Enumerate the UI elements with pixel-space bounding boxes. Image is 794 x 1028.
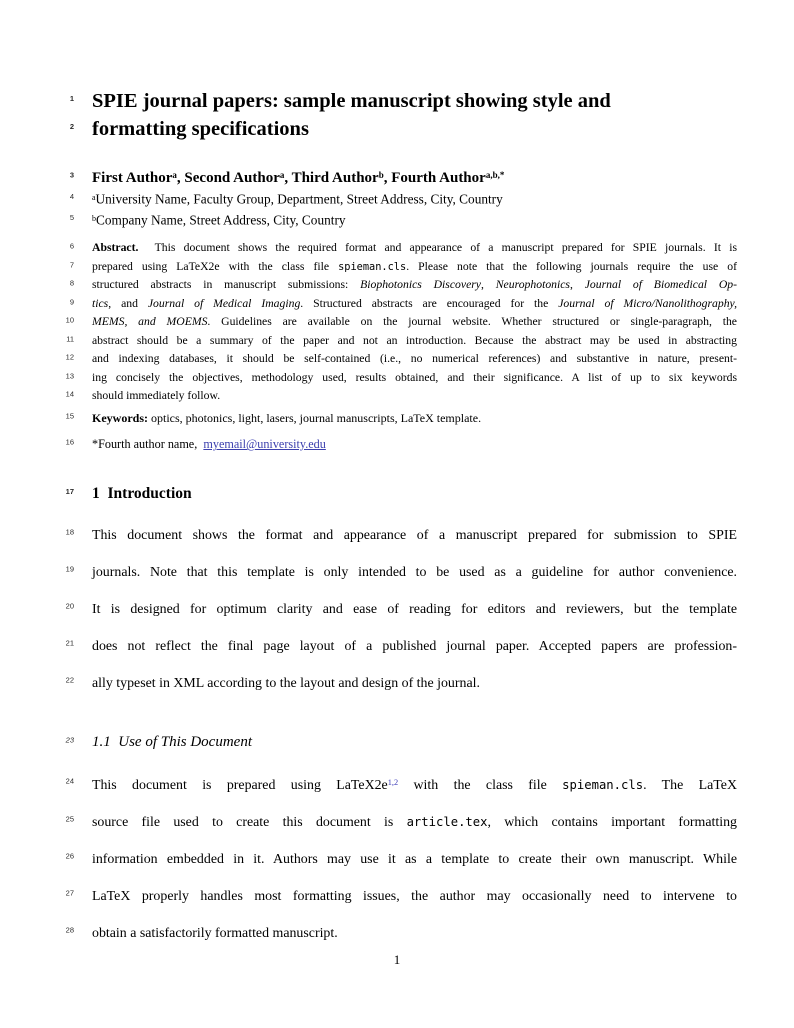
text-run: This document shows the format and appearance of a manuscript prepared for submission to SPIE [92, 527, 737, 543]
line-number: 24 [65, 776, 74, 786]
body-line [92, 591, 737, 628]
italic-text: Journal of Micro/Nanolithography, [558, 296, 738, 310]
line-row [65, 369, 737, 388]
title-line [92, 115, 737, 143]
text-run: . Guidelines are available on the journal website. Whether structured or single-paragraph, the [207, 315, 737, 329]
abstract-line [92, 332, 737, 351]
body-line [92, 841, 737, 878]
line-row [65, 387, 737, 406]
line-number: 26 [65, 851, 74, 861]
body-line [92, 764, 737, 804]
abstract-line [92, 276, 737, 295]
abstract-line [92, 350, 737, 369]
line-row [65, 915, 737, 952]
superscript-text: a [279, 170, 285, 180]
text-run: ing concisely the objectives, methodology used, results obtained, and their significance. A list of up to six keywords [92, 370, 737, 384]
text-run: obtain a satisfactorily formatted manuscript. [92, 925, 338, 941]
abstract-line [92, 239, 737, 258]
body-line [92, 554, 737, 591]
text-run: structured abstracts in manuscript submissions: [92, 278, 361, 292]
superscript-text: b [92, 213, 96, 223]
line-row [65, 517, 737, 554]
text-run: , [569, 278, 585, 292]
text-run: should immediately follow. [92, 389, 221, 403]
affiliation-line [92, 209, 737, 230]
italic-text: Journal of Medical Imaging [147, 296, 301, 310]
italic-text: Journal of Biomedical Op- [584, 278, 738, 292]
line-number: 14 [65, 389, 74, 399]
line-number: 25 [65, 814, 74, 824]
text-run: . The LaTeX [643, 777, 738, 793]
text-run: First Author [92, 170, 173, 187]
email-link[interactable]: myemail@university.edu [203, 437, 326, 452]
text-run: formatting specifications [92, 118, 309, 140]
line-number: 6 [69, 241, 74, 251]
affiliations-block [69, 188, 737, 229]
text-run: information embedded in it. Authors may use it as a template to create their own manuscript. While [92, 851, 737, 867]
keywords-line [92, 409, 737, 428]
line-number: 11 [66, 334, 74, 344]
line-row [69, 276, 738, 295]
line-row [65, 409, 737, 428]
abstract-line [92, 387, 737, 406]
bold-text: Abstract. [92, 241, 139, 255]
code-text: spieman.cls [562, 777, 644, 792]
text-run: SPIE journal papers: sample manuscript showing style and [92, 90, 611, 112]
text-run: This document is prepared using LaTeX2e [92, 777, 388, 793]
italic-text: tics [92, 296, 109, 310]
line-row [65, 313, 737, 332]
text-run: It is designed for optimum clarity and ease of reading for editors and reviewers, but the template [92, 601, 737, 617]
text-run: journals. Note that this template is only intended to be used as a guideline for author convenience. [92, 564, 737, 580]
text-run: 1.1 Use of This Document [92, 733, 252, 750]
keywords-block [65, 409, 737, 428]
body-line [92, 628, 737, 665]
text-run: prepared using LaTeX2e with the class file [92, 259, 339, 273]
subsection-heading-block [65, 732, 737, 752]
italic-text: Biophotonics Discovery [360, 278, 481, 292]
abstract-block [65, 239, 738, 406]
text-run: . Please note that the following journals require the use of [406, 259, 737, 273]
code-text: article.tex [406, 814, 488, 829]
line-row [65, 764, 738, 804]
line-number: 5 [69, 212, 74, 222]
body-line [92, 517, 737, 554]
line-number: 16 [65, 437, 74, 447]
line-row [65, 878, 737, 915]
line-number: 18 [65, 527, 74, 537]
text-run: does not reflect the final page layout of a published journal paper. Accepted papers are profession- [92, 638, 737, 654]
line-number: 10 [65, 315, 74, 325]
document-body [65, 0, 738, 952]
section-heading-block [65, 483, 737, 504]
author-note-line [92, 435, 737, 454]
line-number: 4 [69, 192, 74, 202]
line-number: 8 [69, 278, 74, 288]
text-run: , Fourth Author [383, 170, 486, 187]
section-heading [92, 483, 737, 504]
paragraph-a-block [65, 517, 737, 702]
superscript-text: b [378, 170, 384, 180]
text-run: and indexing databases, it should be self-contained (i.e., no numerical references) and substantive in nature, present- [92, 352, 737, 366]
line-number: 15 [65, 411, 74, 421]
superscript-text: a,b,* [485, 170, 505, 180]
paragraph-b-block [65, 764, 738, 952]
line-row [69, 165, 737, 188]
text-run: University Name, Faculty Group, Department, Street Address, City, Country [95, 191, 503, 207]
body-line [92, 915, 737, 952]
code-text: spieman.cls [338, 260, 407, 273]
text-run: *Fourth author name, [92, 437, 204, 452]
line-number: 12 [65, 352, 74, 362]
text-run: Company Name, Street Address, City, Country [95, 212, 346, 228]
abstract-line [92, 295, 737, 314]
text-run: , which contains important formatting [487, 814, 737, 830]
body-line [92, 878, 737, 915]
line-number: 19 [65, 564, 74, 574]
text-run: LaTeX properly handles most formatting issues, the author may occasionally need to intervene to [92, 888, 737, 904]
text-run: , and [108, 296, 148, 310]
italic-text: MEMS, and MOEMS [92, 315, 208, 329]
line-row [69, 258, 737, 277]
line-number: 1 [69, 93, 74, 103]
italic-text: Neurophotonics [495, 278, 570, 292]
authors-line [92, 165, 737, 188]
line-row [69, 188, 737, 209]
line-row [69, 209, 737, 230]
text-run: , Second Author [176, 170, 280, 187]
line-row [69, 87, 737, 115]
line-row [65, 591, 737, 628]
line-row [65, 841, 737, 878]
line-number: 7 [69, 260, 74, 270]
abstract-line [92, 369, 737, 388]
line-number: 28 [65, 925, 74, 935]
line-row [65, 350, 737, 369]
line-number: 3 [69, 169, 74, 179]
line-number: 27 [65, 888, 74, 898]
line-number: 9 [69, 297, 74, 307]
line-number: 21 [65, 638, 74, 648]
line-row [66, 332, 737, 351]
superscript-text: a [92, 193, 96, 203]
text-run: with the class file [398, 777, 563, 793]
text-run: source file used to create this document is [92, 814, 407, 830]
body-line [92, 665, 737, 702]
line-row [69, 115, 737, 143]
line-row [69, 295, 738, 314]
line-number: 20 [65, 601, 74, 611]
line-row [65, 732, 737, 752]
body-line [92, 804, 737, 841]
citation-link[interactable]: 1,2 [387, 777, 399, 787]
line-number: 23 [65, 735, 74, 745]
bold-text: Keywords: [92, 410, 148, 425]
subsection-heading [92, 732, 737, 752]
superscript-text: a [172, 170, 177, 180]
text-run: . Structured abstracts are encouraged for the [300, 296, 559, 310]
text-run: ally typeset in XML according to the layout and design of the journal. [92, 675, 480, 691]
line-row [65, 665, 737, 702]
line-row [65, 628, 737, 665]
text-run: , Third Author [284, 170, 379, 187]
line-number: 22 [65, 675, 74, 685]
line-row [65, 435, 737, 454]
title-block [69, 87, 737, 143]
text-run: abstract should be a summary of the paper and not an introduction. Because the abstract may be used in abstracting [92, 333, 737, 347]
page-number: 1 [393, 952, 401, 967]
authors-block [69, 165, 737, 188]
text-run: optics, photonics, light, lasers, journal manuscripts, LaTeX template. [148, 410, 482, 425]
line-row [65, 554, 737, 591]
line-number: 2 [69, 121, 74, 131]
note-block [65, 435, 737, 454]
text-run: 1 Introduction [92, 484, 192, 502]
line-row [69, 239, 737, 258]
line-row [65, 483, 737, 504]
affiliation-line [92, 188, 737, 209]
title-line [92, 87, 737, 115]
line-number: 17 [65, 487, 74, 497]
abstract-line [92, 258, 737, 277]
abstract-line [92, 313, 737, 332]
line-row [65, 804, 737, 841]
text-run: This document shows the required format and appearance of a manuscript prepared for SPIE journals. It is [138, 241, 737, 255]
line-number: 13 [65, 371, 74, 381]
text-run: , [481, 278, 496, 292]
